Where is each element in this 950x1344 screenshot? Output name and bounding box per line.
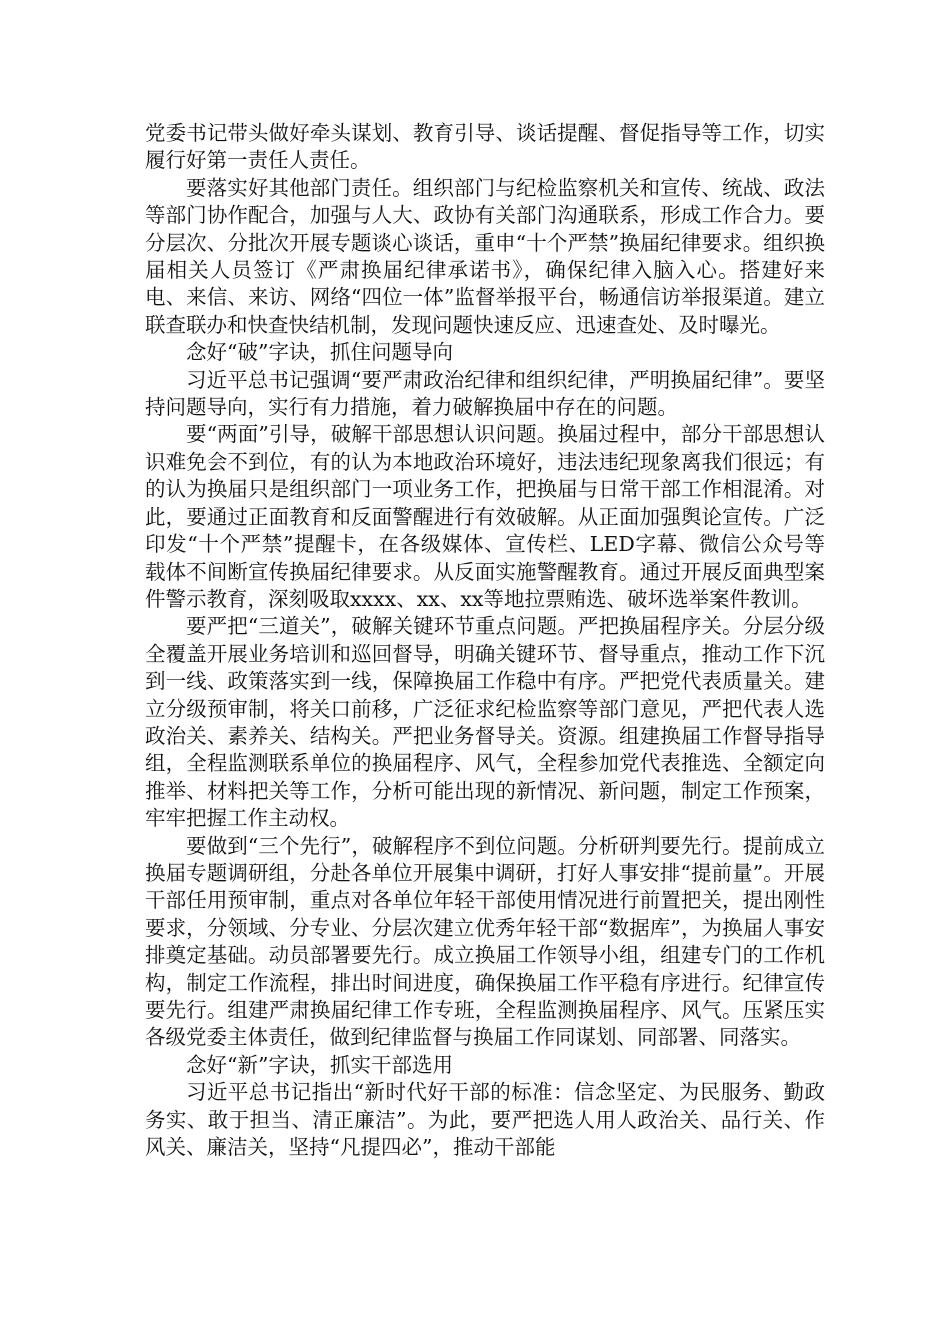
paragraph-continuation: 党委书记带头做好牵头谋划、教育引导、谈话提醒、督促指导等工作，切实履行好第一责任人责任。 xyxy=(145,121,825,173)
section-heading-po: 念好“破”字诀，抓住问题导向 xyxy=(186,340,453,365)
section-heading-xin: 念好“新”字诀，抓实干部选用 xyxy=(186,1052,453,1077)
paragraph-xi-quote-cadres: 习近平总书记指出“新时代好干部的标准：信念坚定、为民服务、勤政务实、敢于担当、清正廉洁”。为此，要严把选人用人政治关、品行关、作风关、廉洁关，坚持“凡提四必”，推动干部能 xyxy=(145,1080,825,1160)
document-body xyxy=(145,120,825,1161)
paragraph-three-first: 要做到“三个先行”，破解程序不到位问题。分析研判要先行。提前成立换届专题调研组，分赴各单位开展集中调研，打好人事安排“提前量”。开展干部任用预审制，重点对各单位年轻干部使用情况进行前置把关，提出刚性要求，分领域、分专业、分层次建立优秀年轻干部“数据库”，为换届人事安排奠定基础。动员部署要先行。成立换届工作领导小组，组建专门的工作机构，制定工作流程，排出时间进度，确保换届工作平稳有序进行。纪律宣传要先行。组建严肃换届纪律工作专班，全程监测换届程序、风气。压紧压实各级党委主体责任，做到纪律监督与换届工作同谋划、同部署、同落实。 xyxy=(145,833,825,1050)
paragraph-two-sides: 要“两面”引导，破解干部思想认识问题。换届过程中，部分干部思想认识难免会不到位，有的认为本地政治环境好，违法违纪现象离我们很远；有的认为换届只是组织部门一项业务工作，把换届与日常干部工作相混淆。对此，要通过正面教育和反面警醒进行有效破解。从正面加强舆论宣传。广泛印发“十个严禁”提醒卡，在各级媒体、宣传栏、LED字幕、微信公众号等载体不间断宣传换届纪律要求。从反面实施警醒教育。通过开展反面典型案件警示教育，深刻吸取xxxx、xx、xx等地拉票贿选、破坏选举案件教训。 xyxy=(145,422,825,611)
paragraph-xi-quote-discipline: 习近平总书记强调“要严肃政治纪律和组织纪律，严明换届纪律”。要坚持问题导向，实行有力措施，着力破解换届中存在的问题。 xyxy=(145,367,825,420)
paragraph-three-gates: 要严把“三道关”，破解关键环节重点问题。严把换届程序关。分层分级全覆盖开展业务培训和巡回督导，明确关键环节、督导重点，推动工作下沉到一线、政策落实到一线，保障换届工作稳中有序。严把党代表质量关。建立分级预审制，将关口前移，广泛征求纪检监察等部门意见，严把代表人选政治关、素养关、结构关。严把业务督导关。资源。组建换届工作督导指导组，全程监测联系单位的换届程序、风气，全程参加党代表推选、全额定向推举、材料把关等工作，分析可能出现的新情况、新问题，制定工作预案，牢牢把握工作主动权。 xyxy=(145,614,825,831)
paragraph-other-departments: 要落实好其他部门责任。组织部门与纪检监察机关和宣传、统战、政法等部门协作配合，加强与人大、政协有关部门沟通联系，形成工作合力。要分层次、分批次开展专题谈心谈话，重申“十个严禁”换届纪律要求。组织换届相关人员签订《严肃换届纪律承诺书》，确保纪律入脑入心。搭建好来电、来信、来访、网络“四位一体”监督举报平台，畅通信访举报渠道。建立联查联办和快查快结机制，发现问题快速反应、迅速查处、及时曝光。 xyxy=(145,175,825,337)
